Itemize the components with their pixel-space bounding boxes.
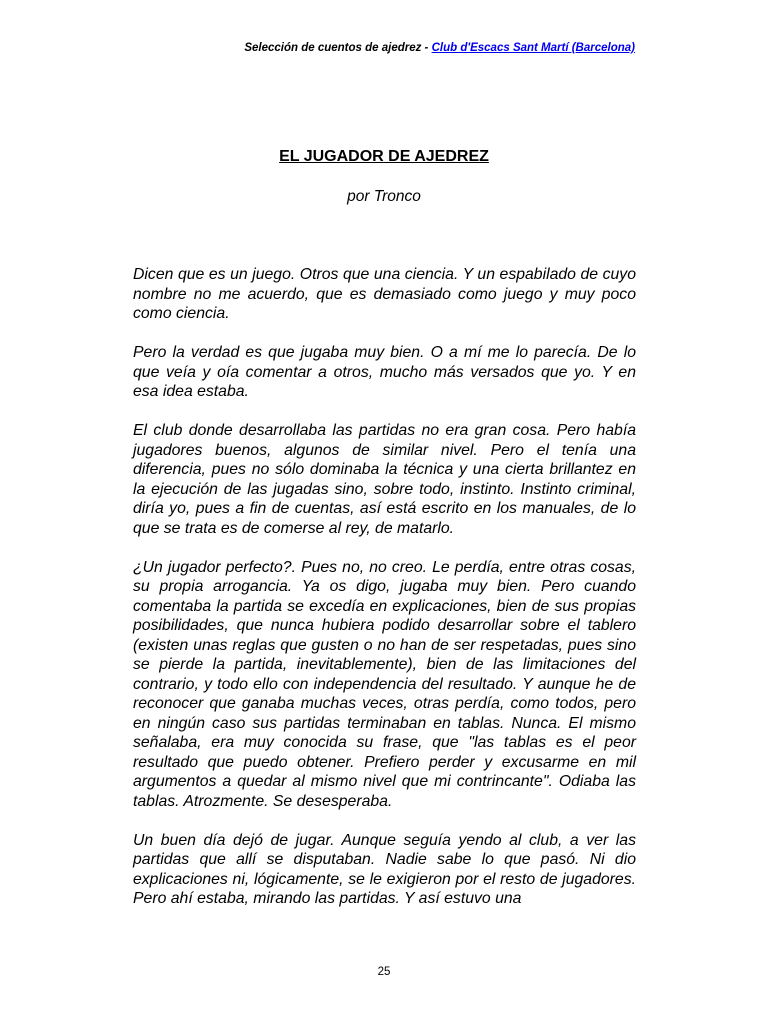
story-body <box>133 265 636 928</box>
story-title: EL JUGADOR DE AJEDREZ <box>279 148 489 165</box>
paragraph: ¿Un jugador perfecto?. Pues no, no creo. Le perdía, entre otras cosas, su propia arrogancia. Ya os digo, jugaba muy bien. Pero cuando comentaba la partida se excedía en explicaciones, bien de sus propias posibilidades, que nunca hubiera podido desarrollar sobre el tablero (existen unas reglas que gusten o no han de ser respetadas, pues sino se pierde la partida, inevitablemente), bien de las limitaciones del contrario, y todo ello con independencia del resultado. Y aunque he de reconocer que ganaba muchas veces, otras perdía, como todos, pero en ningún caso sus partidas terminaban en tablas. Nunca. El mismo señalaba, era muy conocida su frase, que "las tablas es el peor resultado que puedo obtener. Prefiero perder y excusarme en mil argumentos a quedar al mismo nivel que mi contrincante". Odiaba las tablas. Atrozmente. Se desesperaba. <box>133 558 636 810</box>
paragraph: Dicen que es un juego. Otros que una ciencia. Y un espabilado de cuyo nombre no me acuerdo, que es demasiado como juego y muy poco como ciencia. <box>133 266 636 322</box>
running-header <box>244 42 635 54</box>
club-link[interactable]: Club d'Escacs Sant Martí (Barcelona) <box>431 42 635 54</box>
paragraph: Pero la verdad es que jugaba muy bien. O a mí me lo parecía. De lo que veía y oía comentar a otros, mucho más versados que yo. Y en esa idea estaba. <box>133 344 636 400</box>
header-text: Selección de cuentos de ajedrez - <box>244 42 432 54</box>
paragraph: Un buen día dejó de jugar. Aunque seguía yendo al club, a ver las partidas que allí se disputaban. Nadie sabe lo que pasó. Ni dio explicaciones ni, lógicamente, se le exigieron por el resto de jugadores. Pero ahí estaba, mirando las partidas. Y así estuvo una <box>133 831 636 907</box>
paragraph: El club donde desarrollaba las partidas no era gran cosa. Pero había jugadores buenos, algunos de similar nivel. Pero el tenía una diferencia, pues no sólo dominaba la técnica y una cierta brillantez en la ejecución de las jugadas sino, sobre todo, instinto. Instinto criminal, diría yo, pues a fin de cuentas, así está escrito en los manuales, de lo que se trata es de comerse al rey, de matarlo. <box>133 422 636 537</box>
story-author: por Tronco <box>347 188 421 205</box>
page-number: 25 <box>377 966 391 978</box>
